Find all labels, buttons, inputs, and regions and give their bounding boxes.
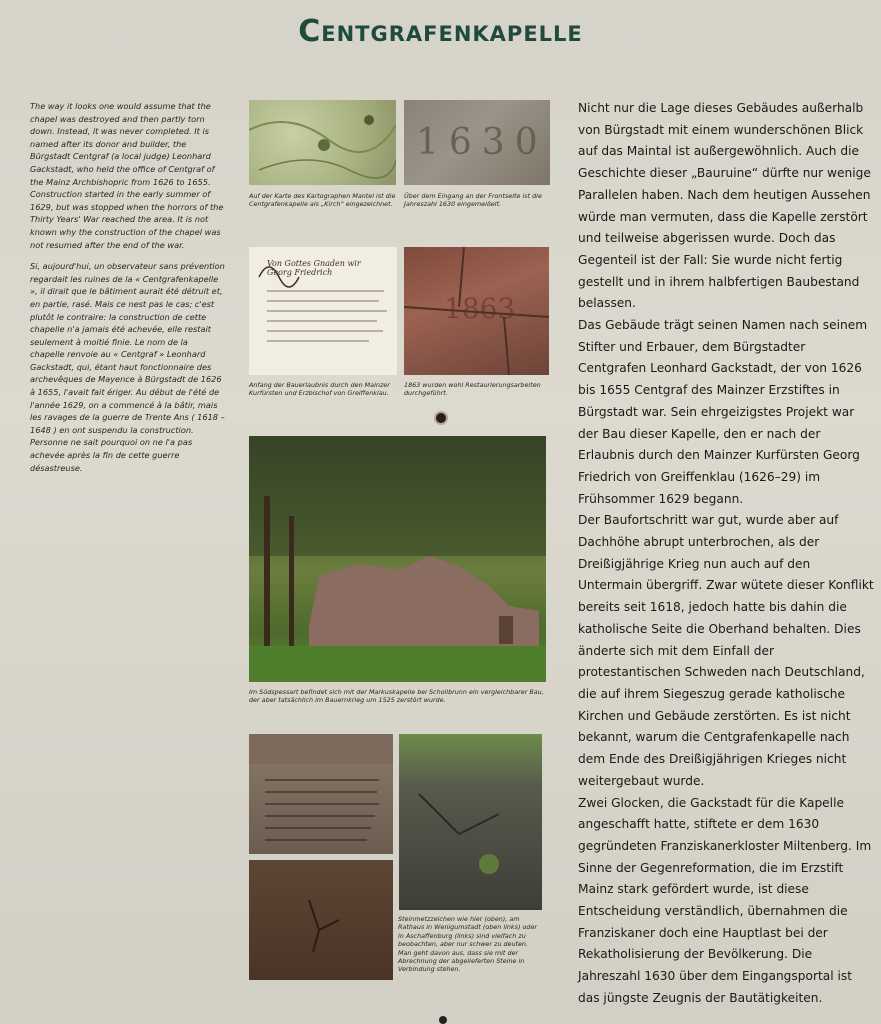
- map-photo: [249, 100, 396, 185]
- date-stone-photo: [404, 100, 550, 185]
- french-summary: Si, aujourd'hui, un observateur sans prévention regardait les ruines de la « Centgrafenkapelle », il dirait que le bâtiment aurait été détruit et, en partie, rasé. Mais ce nest pas le cas; c'est plutôt le contraire: la construction de cette chapelle n'a jamais été achevée, elle restait seulement à moitié finie. Le nom de la chapelle renvoie au « Centgraf » Leonhard Gackstadt, qui, étant haut fonctionnaire des archevêques de Mayence à Bürgstadt de 1626 à 1655, l'avait fait ériger. Au début de l'été de l'année 1629, on a commencé à la bâtir, mais les ravages de la guerre de Trente Ans ( 1618 – 1648 ) en ont suspendu la construction. Personne ne sait pourquoi on ne l'a pas achevée après la fin de cette guerre désastreuse.: [30, 261, 225, 473]
- rock-mark-icon: [399, 734, 542, 910]
- manuscript-heading: Von Gottes Gnaden wir Georg Friedrich: [267, 259, 361, 277]
- paragraph-3: Der Baufortschritt war gut, wurde aber auf Dachhöhe abrupt unterbrochen, als der Dreißigjährige Krieg nun auch auf den Untermain übergriff. Zwar wütete dieser Konflikt bereits seit 1618, jedoch hatte bis dahin die katholische Seite die Oberhand behalten. Dies änderte sich mit dem Einfall der protestantischen Schweden nach Deutschland, die auf ihrem Siegeszug gerade katholische Kirchen und Gebäude zerstörten. Es ist nicht bekannt, warum die Centgrafenkapelle nach dem Ende des Dreißigjährigen Krieges nicht weitergebaut wurde.: [578, 513, 874, 788]
- manuscript-photo: [249, 247, 397, 375]
- manuscript-caption: Anfang der Bauerlaubnis durch den Mainzer Kurfürsten und Erzbischof von Greiffenklau.: [249, 381, 390, 398]
- mason-mark-rock-photo: [399, 734, 542, 910]
- ruin-caption: Im Südspessart befindet sich mit der Markuskapelle bei Schollbrunn ein vergleichbarer Bau, der aber tatsächlich im Bauernkrieg um 1525 zerstört wurde.: [249, 688, 544, 705]
- chapel-ruin-photo: [249, 436, 546, 682]
- date-stone-caption: Über dem Eingang an der Frontseite ist die Jahreszahl 1630 eingemeißelt.: [404, 192, 542, 209]
- inscription-lines-icon: [249, 734, 393, 854]
- map-lines-icon: [249, 100, 396, 185]
- ruin-wall-icon: [249, 436, 546, 682]
- paragraph-1: Nicht nur die Lage dieses Gebäudes außerhalb von Bürgstadt mit einem wunderschönen Blick auf das Maintal ist außergewöhnlich. Auch die Geschichte dieser „Bauruine“ dürfte nur wenige Parallelen haben. Nach dem heutigen Aussehen würde man vermuten, dass die Kapelle zerstört und teilweise abgerissen wurde. Doch das Gegenteil ist der Fall: Sie wurde nicht fertig gestellt und in ihrem halbfertigen Baubestand belassen.: [578, 101, 871, 311]
- english-summary: The way it looks one would assume that the chapel was destroyed and then partly torn down. Instead, it was never completed. It is named after its donor and builder, the Bürgstadt Centgraf (a local judge) Leonhard Gackstadt, who held the office of Centgraf of the Mainz Archbishopric from 1626 to 1655. Construction started in the early summer of 1629, but was stopped when the horrors of the Thirty Years' War reached the area. It is not known why the construction of the chapel was not resumed after the end of the war.: [30, 101, 224, 250]
- date-digits: 1630: [416, 122, 548, 163]
- inscription-photo: [249, 734, 393, 854]
- marker-dot: [434, 411, 448, 425]
- restoration-year: 1863: [444, 292, 516, 325]
- mason-marks-caption: Steinmetzzeichen wie hier (oben), am Rathaus in Wenigumstadt (oben links) oder in Aschaffenburg (links) sind vielfach zu beobachten, aber nur schwer zu deuten. Man geht davon aus, dass sie mit der Abrechnung der abgelieferten Steine in Verbindung stehen.: [398, 915, 538, 974]
- restoration-caption: 1863 wurden wohl Restaurierungsarbeiten durchgeführt.: [404, 381, 541, 398]
- mason-mark-stone-photo: [249, 860, 393, 980]
- main-text-column: [578, 98, 876, 1010]
- page-title: Centgrafenkapelle: [298, 14, 583, 49]
- map-caption: Auf der Karte des Kartographen Mantel ist die Centgrafenkapelle als „Kirch“ eingezeichnet.: [249, 192, 396, 209]
- mount-screw-icon: [439, 1016, 447, 1024]
- paragraph-4: Zwei Glocken, die Gackstadt für die Kapelle angeschafft hatte, stiftete er dem 1630 gegründeten Franziskanerkloster Miltenberg. Im Sinne der Gegenreformation, die im Erzstift Mainz stark gefördert wurde, ist diese Entscheidung verständlich, übernahmen die Franziskaner doch eine Hauptlast bei der Rekatholisierung der Bevölkerung. Die Jahreszahl 1630 über dem Eingangsportal ist das jüngste Zeugnis der Bautätigkeiten.: [578, 795, 872, 1005]
- paragraph-2: Das Gebäude trägt seinen Namen nach seinem Stifter und Erbauer, dem Bürgstadter Centgrafen Leonhard Gackstadt, der von 1626 bis 1655 Centgraf des Mainzer Erzstiftes in Bürgstadt war. Sein ehrgeizigstes Projekt war der Bau dieser Kapelle, den er nach der Erlaubnis durch den Mainzer Kurfürsten Georg Friedrich von Greiffenklau (1626–29) im Frühsommer 1629 begann.: [578, 318, 868, 506]
- mason-mark-icon: [249, 860, 393, 980]
- left-column: [30, 100, 225, 483]
- restoration-stone-photo: [404, 247, 549, 375]
